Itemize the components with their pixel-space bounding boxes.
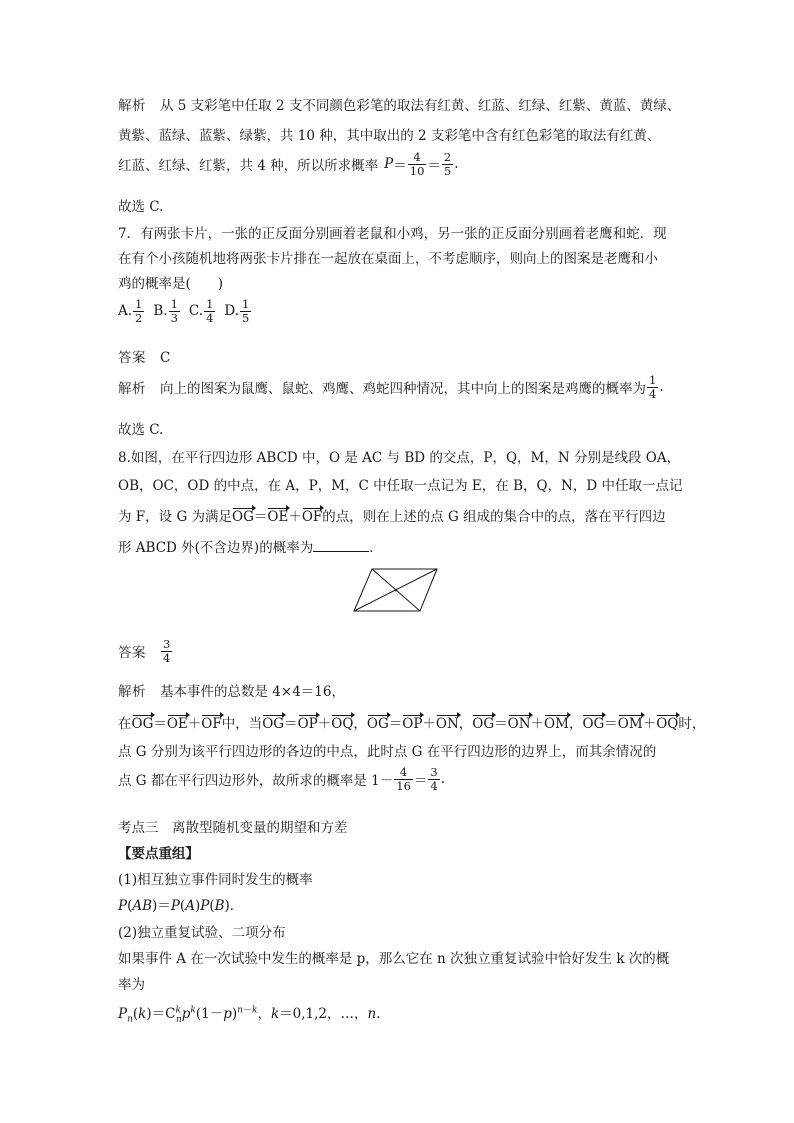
q8-stem-line-3: 为 F，设 G 为满足OG＝OE＋OF的点，则在上述的点 G 组成的集合中的点，落在平行四边 [118, 509, 666, 525]
q8-analysis-line-1: 解析 基本事件的总数是 4×4＝16， [118, 684, 345, 700]
q8-answer: 答案 $\frac{3}{4}$ [118, 636, 171, 665]
q6-fraction-1: $\frac{4}{10}$ [409, 149, 425, 178]
q7-options [118, 298, 252, 325]
q6-choice: 故选 C. [118, 199, 164, 215]
q7-stem-line-2: 在有个小孩随机地将两张卡片排在一起放在桌面上，不考虑顺序，则向上的图案是老鹰和小 [118, 251, 658, 267]
q7-analysis-fraction: $\frac{1}{4}$ [649, 372, 657, 401]
analysis-label: 解析 [118, 98, 146, 114]
q6-analysis-line-3: 红蓝、红绿、红紫，共 4 种，所以所求概率 P ＝ $\frac{4}{10}$ ＝ $\frac{2}{5}$ . [118, 149, 459, 178]
q8-stem-line-1: 8.如图，在平行四边形 ABCD 中，O 是 AC 与 BD 的交点，P，Q，M，N 分别是线段 OA， [118, 450, 681, 466]
q8-stem-line-4: 形 ABCD 外(不含边界)的概率为 ． [118, 540, 383, 556]
section-3-title: 考点三 离散型随机变量的期望和方差 [118, 820, 348, 836]
section-3-point-1: (1)相互独立事件同时发生的概率 [118, 872, 313, 888]
section-3-subtitle: 【要点重组】 [118, 846, 199, 862]
q6-analysis-line-1: 解析 从 5 支彩笔中任取 2 支不同颜色彩笔的取法有红黄、红蓝、红绿、红紫、黄蓝、黄绿、 [118, 98, 681, 114]
q8-stem-line-2: OB，OC，OD 的中点，在 A，P，M，C 中任取一点记为 E，在 B，Q，N，D 中任取一点记 [118, 478, 683, 494]
q7-option-d: D. $\frac{1}{5}$ [224, 297, 250, 325]
q8-answer-fraction: $\frac{3}{4}$ [163, 636, 171, 665]
parallelogram-figure [346, 562, 466, 622]
q7-option-a: A. $\frac{1}{2}$ [118, 297, 143, 325]
q7-stem-line-3: 鸡的概率是( ) [118, 276, 224, 292]
q7-option-b: B. $\frac{1}{3}$ [153, 297, 178, 325]
section-3-point-2: (2)独立重复试验、二项分布 [118, 925, 286, 941]
section-3-formula-1: P(AB)＝P(A)P(B)． [118, 898, 244, 914]
answer-blank [313, 539, 369, 552]
vector-equation: OG＝OE＋OF [232, 509, 323, 525]
q8-analysis-line-4: 点 G 都在平行四边形外，故所求的概率是 1－ $\frac{4}{16}$ ＝ $\frac{3}{4}$ . [118, 764, 446, 793]
section-3-text-line-2: 率为 [118, 977, 145, 993]
q6-analysis-line-2: 黄紫、蓝绿、蓝紫、绿紫，共 10 种，其中取出的 2 支彩笔中含有红色彩笔的取法有红黄、 [118, 128, 661, 144]
section-3-text-line-1: 如果事件 A 在一次试验中发生的概率是 p，那么它在 n 次独立重复试验中恰好发生 k 次的概 [118, 951, 670, 967]
q7-answer: 答案 C [118, 350, 171, 366]
q7-stem-line-1: 7．有两张卡片，一张的正反面分别画着老鼠和小鸡，另一张的正反面分别画着老鹰和蛇．现 [118, 226, 667, 242]
q7-choice: 故选 C. [118, 422, 164, 438]
q7-option-c: C. $\frac{1}{4}$ [188, 297, 214, 325]
q7-analysis: 解析 向上的图案为鼠鹰、鼠蛇、鸡鹰、鸡蛇四种情况，其中向上的图案是鸡鹰的概率为 $\frac{1}{4}$ . [118, 372, 664, 401]
section-3-formula-2: $P_n(k)=C^k_np^k(1-p)^{n-k}$，k＝0,1,2，…，n. [118, 1005, 381, 1025]
q8-analysis-line-3: 点 G 分别为该平行四边形的各边的中点，此时点 G 在平行四边形的边界上，而其余情况的 [118, 744, 657, 760]
q6-fraction-2: $\frac{2}{5}$ [443, 149, 452, 178]
q8-analysis-line-2: 在OG＝OE＋OF中，当OG＝OP＋OQ，OG＝OP＋ON，OG＝ON＋OM，OG＝OM＋OQ时， [118, 716, 706, 732]
